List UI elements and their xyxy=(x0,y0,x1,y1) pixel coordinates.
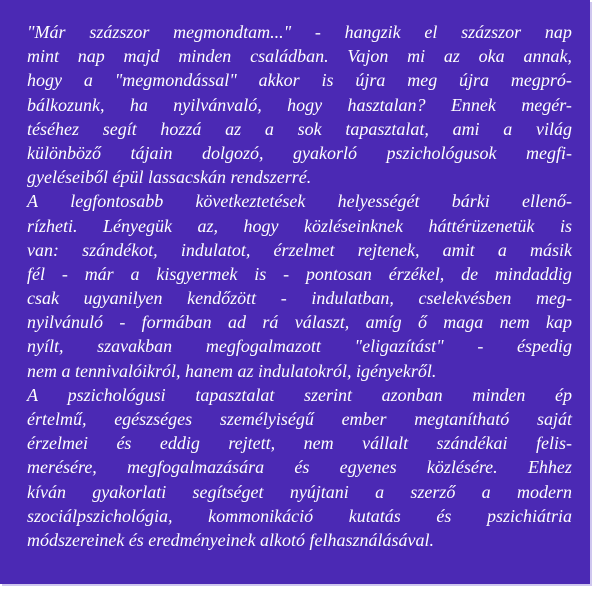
word: nem xyxy=(303,433,334,454)
word: a xyxy=(503,118,513,139)
word: el xyxy=(424,22,438,42)
text-line xyxy=(27,286,572,310)
paragraph xyxy=(27,189,572,383)
word: bárki xyxy=(451,191,490,212)
word: különböző xyxy=(27,142,101,163)
word: annak, xyxy=(523,46,572,67)
text-line: gyeléseiből épül lassacskán rendszerré. xyxy=(27,167,312,188)
word: is xyxy=(321,70,334,91)
word: hozzá xyxy=(160,118,202,139)
word: háttérüzenetük xyxy=(428,215,535,236)
word: kutatás xyxy=(348,505,401,526)
word: nyilvánvaló, xyxy=(173,94,262,115)
text-line xyxy=(27,20,572,44)
word: hangzik xyxy=(344,22,401,42)
word: érzelmei xyxy=(27,433,88,454)
word: hogy xyxy=(287,94,323,115)
word: a xyxy=(375,481,385,502)
text-line xyxy=(27,455,572,479)
word: a xyxy=(481,481,491,502)
word: "megmondással" xyxy=(114,70,237,91)
word: vállalt xyxy=(362,433,409,454)
word: A xyxy=(27,384,38,405)
word: értelmű, xyxy=(27,409,87,429)
word: következtetések xyxy=(195,191,306,212)
word: választ, xyxy=(294,312,350,333)
text-line xyxy=(27,68,572,92)
text-line xyxy=(27,407,572,431)
word: tapasztalat, xyxy=(345,118,429,139)
word: minden xyxy=(178,46,232,67)
word: - xyxy=(61,263,68,284)
word: - xyxy=(314,22,321,42)
text-line: módszereinek és eredményeinek alkotó felhasználásával. xyxy=(27,529,435,550)
word: és xyxy=(116,433,132,454)
word: minden xyxy=(472,384,526,405)
word: sok xyxy=(297,118,322,139)
word: rejtenek, xyxy=(357,239,420,260)
word: közléseinknek xyxy=(304,215,403,236)
word: meg- xyxy=(535,288,572,309)
paragraph xyxy=(27,20,572,189)
word: ad xyxy=(228,312,247,333)
word: ami xyxy=(452,118,480,139)
word: megpró- xyxy=(510,70,572,91)
text-line xyxy=(27,117,572,141)
word: majd xyxy=(123,46,160,67)
word: - xyxy=(119,312,126,333)
word: ha xyxy=(129,94,148,115)
word: pontosan xyxy=(305,263,372,284)
word: ember xyxy=(341,409,387,429)
text-line xyxy=(27,141,572,165)
text-line xyxy=(27,238,572,262)
word: pszichológusok xyxy=(386,142,497,163)
word: ellenő- xyxy=(521,191,572,212)
word: mindaddig xyxy=(494,263,572,284)
word: szerint xyxy=(304,384,353,405)
word: megér- xyxy=(521,94,572,115)
word: van: xyxy=(27,239,59,260)
word: szerző xyxy=(410,481,456,502)
word: ugyanilyen xyxy=(83,288,163,309)
word: amíg xyxy=(365,312,402,333)
word: "eligazítást" xyxy=(354,336,444,357)
word: szándékot, xyxy=(82,239,158,260)
word: megfi- xyxy=(526,142,572,163)
word: - xyxy=(283,263,290,284)
word: egyenes xyxy=(339,457,397,478)
word: maga xyxy=(443,312,484,333)
word: szociálpszichológia, xyxy=(27,505,173,526)
word: rejtett, xyxy=(228,433,276,454)
word: fél xyxy=(27,263,45,284)
word: dolgozó, xyxy=(202,142,264,163)
word: is xyxy=(559,215,572,236)
word: saját xyxy=(536,409,572,429)
word: pszichológusi xyxy=(67,384,166,405)
word: kommonikáció xyxy=(208,505,314,526)
word: a xyxy=(264,118,274,139)
word: kap xyxy=(545,312,572,333)
word: meg xyxy=(407,70,438,91)
word: gyakorló xyxy=(293,142,358,163)
word: másik xyxy=(530,239,572,260)
word: családban. xyxy=(250,46,329,67)
blurb-text xyxy=(27,20,572,552)
word: újra xyxy=(459,70,490,91)
text-line: nem a tennivalóikról, hanem az indulatokról, igényekről. xyxy=(27,360,437,381)
word: indulatban, xyxy=(311,288,394,309)
word: akkor xyxy=(258,70,300,91)
word: hogy xyxy=(27,70,62,91)
word: amit xyxy=(442,239,475,260)
word: mi xyxy=(407,46,426,67)
word: érzékel, xyxy=(388,263,445,284)
word: cselekvésben xyxy=(418,288,512,309)
word: megmondtam..." xyxy=(173,22,292,42)
word: újra xyxy=(355,70,386,91)
word: nyilvánuló xyxy=(27,312,103,333)
word: oka xyxy=(478,46,505,67)
word: merésére, xyxy=(27,457,97,478)
word: nem xyxy=(499,312,530,333)
word: nap xyxy=(544,22,572,42)
word: megfogalmazására xyxy=(127,457,265,478)
word: tájain xyxy=(130,142,173,163)
word: éspedig xyxy=(516,336,572,357)
word: nyílt, xyxy=(27,336,64,357)
word: Ennek xyxy=(450,94,496,115)
text-line xyxy=(27,44,572,68)
word: hogy xyxy=(243,215,279,236)
word: Ehhez xyxy=(527,457,572,478)
word: ép xyxy=(555,384,572,405)
word: a xyxy=(83,70,93,91)
word: érzelmet xyxy=(273,239,335,260)
word: de xyxy=(461,263,479,284)
word: és xyxy=(436,505,452,526)
word: ő xyxy=(417,312,427,333)
word: - xyxy=(280,288,287,309)
word: Lényegük xyxy=(103,215,172,236)
word: eddig xyxy=(159,433,200,454)
word: is xyxy=(254,263,267,284)
word: szándékai xyxy=(436,433,508,454)
text-line xyxy=(27,431,572,455)
word: nap xyxy=(77,46,105,67)
text-line xyxy=(27,189,572,213)
word: pszichiátria xyxy=(486,505,572,526)
word: - xyxy=(477,336,484,357)
text-line xyxy=(27,262,572,286)
word: az xyxy=(225,118,242,139)
word: a xyxy=(497,239,507,260)
text-line xyxy=(27,504,572,528)
word: százszor xyxy=(89,22,150,42)
text-line xyxy=(27,310,572,334)
word: bálkozunk, xyxy=(27,94,105,115)
word: világ xyxy=(536,118,572,139)
word: közlésére. xyxy=(426,457,498,478)
word: modern xyxy=(516,481,572,502)
word: legfontosabb xyxy=(70,191,164,212)
text-line xyxy=(27,334,572,358)
word: rízheti. xyxy=(27,215,78,236)
word: százszor xyxy=(461,22,522,42)
text-line xyxy=(27,214,572,238)
word: segítséget xyxy=(192,481,264,502)
word: kisgyermek xyxy=(156,263,238,284)
word: gyakorlati xyxy=(92,481,167,502)
word: az xyxy=(443,46,460,67)
word: kendőzött xyxy=(187,288,257,309)
word: helyességét xyxy=(337,191,420,212)
text-line xyxy=(27,383,572,407)
word: személyiségű xyxy=(219,409,314,429)
word: "Már xyxy=(27,22,66,42)
text-line xyxy=(27,93,572,117)
word: formában xyxy=(141,312,212,333)
word: indulatot, xyxy=(180,239,251,260)
word: egészséges xyxy=(114,409,193,429)
word: már xyxy=(84,263,114,284)
word: tapasztalat xyxy=(195,384,275,405)
word: szavakban xyxy=(97,336,173,357)
word: hasztalan? xyxy=(347,94,426,115)
text-line xyxy=(27,480,572,504)
word: nyújtani xyxy=(289,481,349,502)
word: felis- xyxy=(535,433,572,454)
paragraph xyxy=(27,383,572,552)
word: megtanítható xyxy=(414,409,510,429)
word: téséhez xyxy=(27,118,79,139)
word: megfogalmazott xyxy=(205,336,321,357)
word: Vajon xyxy=(347,46,389,67)
word: kíván xyxy=(27,481,66,502)
word: A xyxy=(27,191,38,212)
word: mint xyxy=(27,46,60,67)
word: azonban xyxy=(381,384,443,405)
word: segít xyxy=(102,118,137,139)
word: az, xyxy=(197,215,218,236)
word: rá xyxy=(262,312,279,333)
word: csak xyxy=(27,288,59,309)
word: a xyxy=(130,263,140,284)
word: és xyxy=(294,457,310,478)
